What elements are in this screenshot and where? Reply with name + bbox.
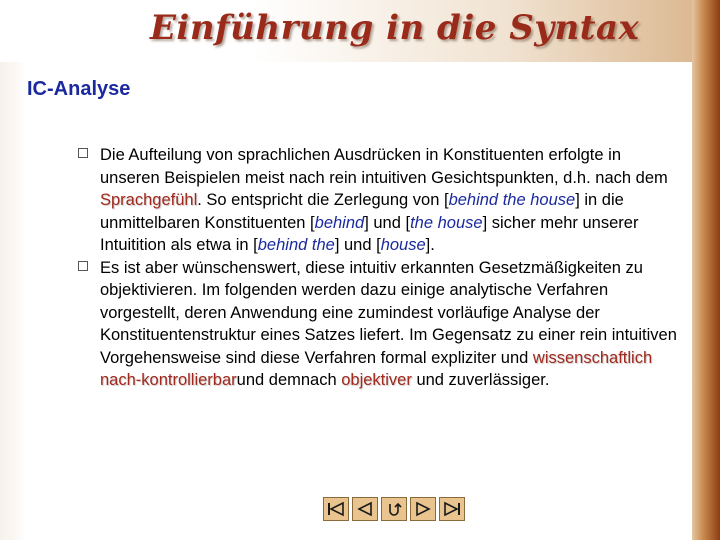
bullet-text: ] und [ [364,213,411,232]
right-decoration-bar [692,0,720,540]
return-button[interactable] [381,497,407,521]
bullet-text: und demnach [236,371,342,389]
slide-navigation [323,497,465,523]
next-slide-button[interactable] [410,497,436,521]
highlight-term: wissenschaftlich nach-kontrollierbar [100,348,653,389]
bullet-text: ] in die unmittelbaren Konstituenten [ [100,191,624,232]
left-decoration-strip [0,0,26,540]
bullet-text: Es ist aber wünschenswert, diese intuitiv erkannten Gesetzmäßigkeiten zu objektivieren. Im folgenden werden dazu einige analytische Verfahren vorgestellt, deren Anwendung eine zumindest vorläufige Analyse der Konstituentenstruktur eines Satzes liefert. Im Gegensatz zu einer rein intuitiven Vorgehensweise sind diese Verfahren formal expliziter und [100,258,677,367]
bullet-text: Die Aufteilung von sprachlichen Ausdrücken in Konstituenten erfolgte in unseren Beispielen meist nach rein intuitiven Gesichtspunkten, d.h. nach dem [100,146,668,187]
example-phrase: behind the house [448,191,576,209]
bullet-text: ]. [425,236,435,254]
previous-icon [355,501,375,517]
highlight-term: Sprachgefühl [100,191,198,209]
example-phrase: behind [314,213,365,232]
next-icon [413,501,433,517]
first-icon [326,501,346,517]
example-phrase: house [380,236,426,254]
highlight-term: objektiver [341,371,412,389]
example-phrase: behind the [257,236,335,254]
previous-slide-button[interactable] [352,497,378,521]
last-icon [442,501,462,517]
slide-title: IC-Analyse [27,78,131,100]
square-bullet-icon [78,261,88,271]
bullet-item [78,144,678,257]
return-icon [384,501,404,517]
bullet-item [78,257,678,392]
bullet-text: ] und [ [334,236,381,254]
example-phrase: the house [410,213,483,232]
course-title: Einführung in die Syntax [150,8,640,48]
last-slide-button[interactable] [439,497,465,521]
bullet-text: ] sicher mehr unserer Intuitition als etwa in [ [100,213,639,254]
bullet-text: . So entspricht die Zerlegung von [ [197,191,449,209]
first-slide-button[interactable] [323,497,349,521]
bullet-text: und zuverlässiger. [411,371,550,389]
square-bullet-icon [78,148,88,158]
slide-content [78,144,678,392]
